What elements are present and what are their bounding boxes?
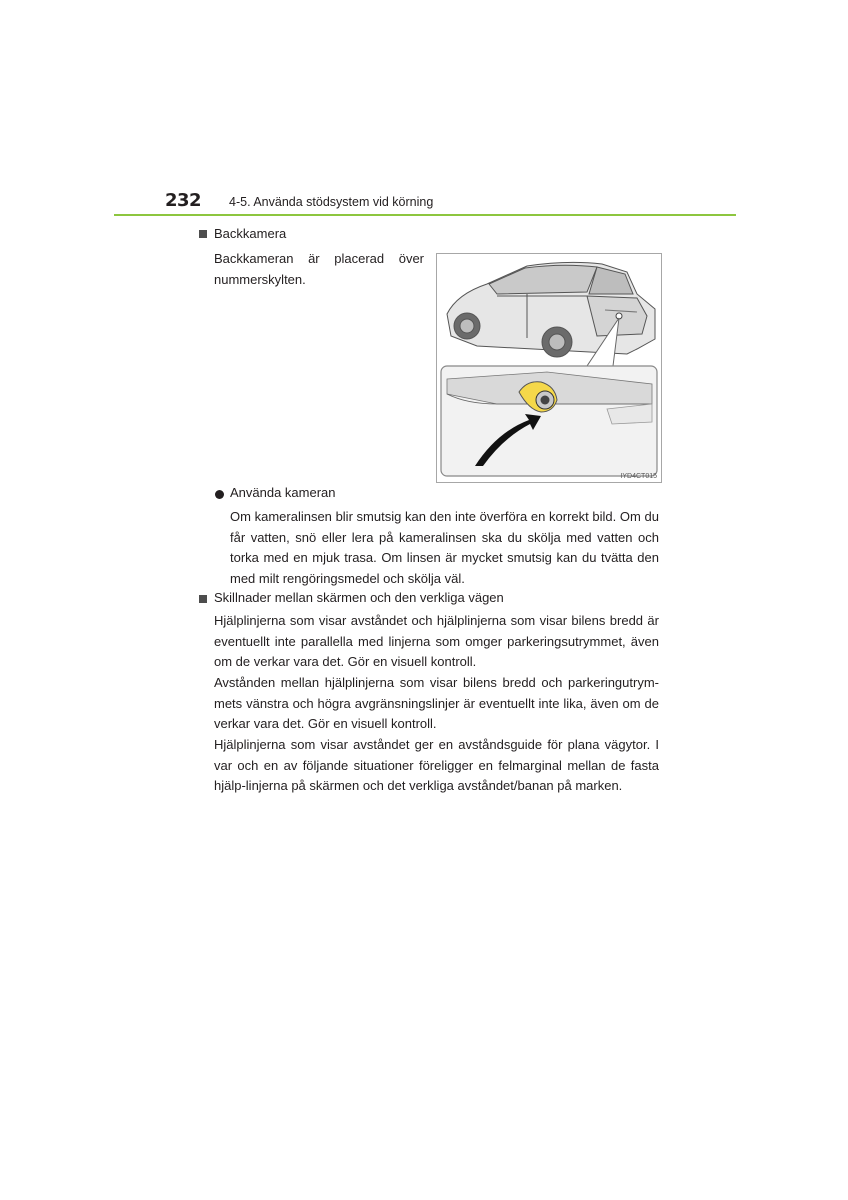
- paragraph-3: Hjälplinjerna som visar avståndet ger en avståndsguide för plana vägytor. I var och en av följande situationer föreligger en felmarginal mellan de fasta hjälp-linjerna på skärmen och det verkliga avståndet/banan på marken.: [214, 737, 659, 793]
- section-marker-icon: [199, 595, 207, 603]
- backkamera-description: Backkameran är placerad över nummerskylten.: [214, 251, 424, 287]
- section-marker-icon: [199, 230, 207, 238]
- bullet-body: Om kameralinsen blir smutsig kan den inte överföra en korrekt bild. Om du får vatten, snö eller lera på kameralinsen ska du skölja med vatten och torka med en mjuk trasa. Om linsen är mycket smutsig kan du tvätta den med milt rengöringsmedel och skölja väl.: [230, 509, 659, 586]
- car-rear-camera-illustration: [437, 254, 661, 482]
- section-heading-skillnader: Skillnader mellan skärmen och den verkliga vägen: [214, 590, 504, 605]
- chapter-title: 4-5. Använda stödsystem vid körning: [229, 195, 434, 209]
- bullet-heading-anvanda-kameran: Använda kameran: [230, 485, 336, 500]
- section-heading-backkamera: Backkamera: [214, 226, 287, 241]
- page-number: 232: [165, 190, 202, 211]
- car-illustration: [447, 262, 655, 357]
- bullet-dot-icon: [215, 490, 224, 499]
- camera-location-figure: [436, 253, 662, 483]
- header-rule: [114, 214, 736, 216]
- paragraph-2: Avstånden mellan hjälplinjerna som visar bilens bredd och parkeringutrym-mets vänstra och högra avgränsningslinjer är eventuellt inte lika, även om de verkar vara det. Gör en visuell kontroll.: [214, 675, 659, 731]
- figure-code: IYD4CT015: [620, 473, 657, 480]
- paragraph-1: Hjälplinjerna som visar avståndet och hjälplinjerna som visar bilens bredd är eventuellt inte parallella med linjerna som omger parkeringsutrymmet, även om de verkar vara det. Gör en visuell kontroll.: [214, 613, 659, 669]
